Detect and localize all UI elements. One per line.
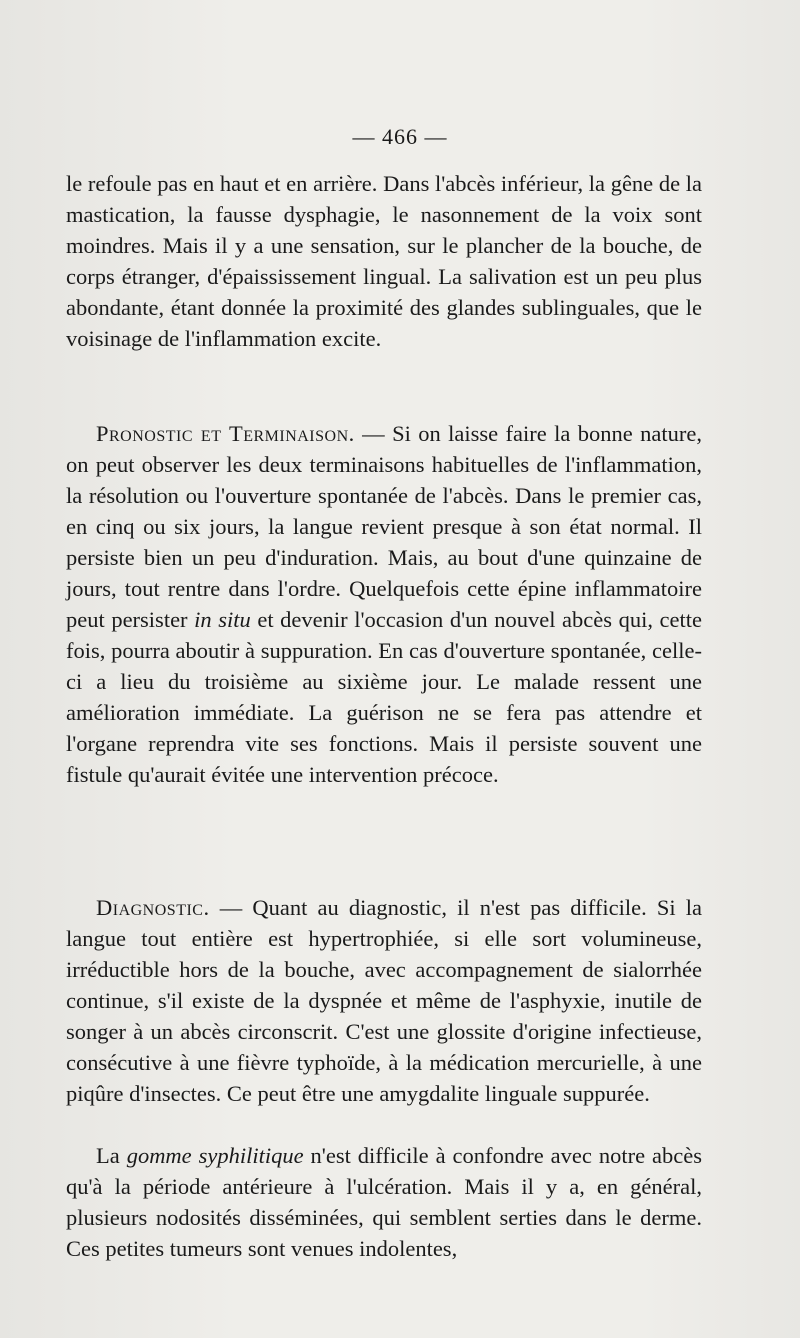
page-number: — 466 —: [352, 124, 448, 149]
paragraph-text: [66, 892, 702, 1109]
paragraph-text-part: et devenir l'occasion d'un nouvel abcès qui, cette fois, pourra aboutir à suppuration. En cas d'ouverture spontanée, celle-ci a lieu du troisième au sixième jour. Le malade ressent une amélioration immédiate. La guérison ne se fera pas attendre et l'organe reprendra vite ses fonctions. Mais il persiste souvent une fistule qu'aurait évitée une intervention précoce.: [66, 607, 703, 787]
paragraph-pronostic: [66, 418, 702, 790]
paragraph-text-part: n'est difficile à confondre avec notre abcès qu'à la période antérieure à l'ulcération. Mais il y a, en général, plusieurs nodosités disséminées, qui semblent serties dans le derme. Ces petites tumeurs sont venues indolentes,: [66, 1143, 702, 1261]
section-heading-pronostic: Pronostic et Terminaison.: [96, 421, 355, 446]
paragraph-gomme-syphilitique: [66, 1140, 702, 1264]
paragraph-text: [66, 1140, 702, 1264]
paragraph-text: le refoule pas en haut et en arrière. Dans l'abcès inférieur, la gêne de la mastication, la fausse dysphagie, le nasonnement de la voix sont moindres. Mais il y a une sensation, sur le plancher de la bouche, de corps étranger, d'épaississement lingual. La salivation est un peu plus abondante, étant donnée la proximité des glandes sublinguales, que le voisinage de l'inflammation excite.: [66, 171, 702, 351]
paragraph-text-part: — Si on laisse faire la bonne nature, on peut observer les deux terminaisons habituelles de l'inflammation, la résolution ou l'ouverture spontanée de l'abcès. Dans le premier cas, en cinq ou six jours, la langue revient presque à son état normal. Il persiste bien un peu d'induration. Mais, au bout d'une quinzaine de jours, tout rentre dans l'ordre. Quelquefois cette épine inflammatoire peut persister: [66, 421, 702, 632]
paragraph-text-part: La: [96, 1143, 127, 1168]
paragraph-text-part: — Quant au diagnostic, il n'est pas difficile. Si la langue tout entière est hypertrophiée, si elle sort volumineuse, irréductible hors de la bouche, avec accompagnement de sialorrhée continue, s'il existe de la dyspnée et même de l'asphyxie, inutile de songer à un abcès circonscrit. C'est une glossite d'origine infectieuse, consécutive à une fièvre typhoïde, à la médication mercurielle, à une piqûre d'insectes. Ce peut être une amygdalite linguale suppurée.: [66, 895, 702, 1106]
paragraph-diagnostic: [66, 892, 702, 1109]
section-heading-diagnostic: Diagnostic.: [96, 895, 210, 920]
italic-term: gomme syphilitique: [126, 1143, 304, 1168]
paragraph-abces-inferieur: [66, 168, 702, 354]
paragraph-text: [66, 418, 702, 790]
italic-term: in situ: [194, 607, 251, 632]
